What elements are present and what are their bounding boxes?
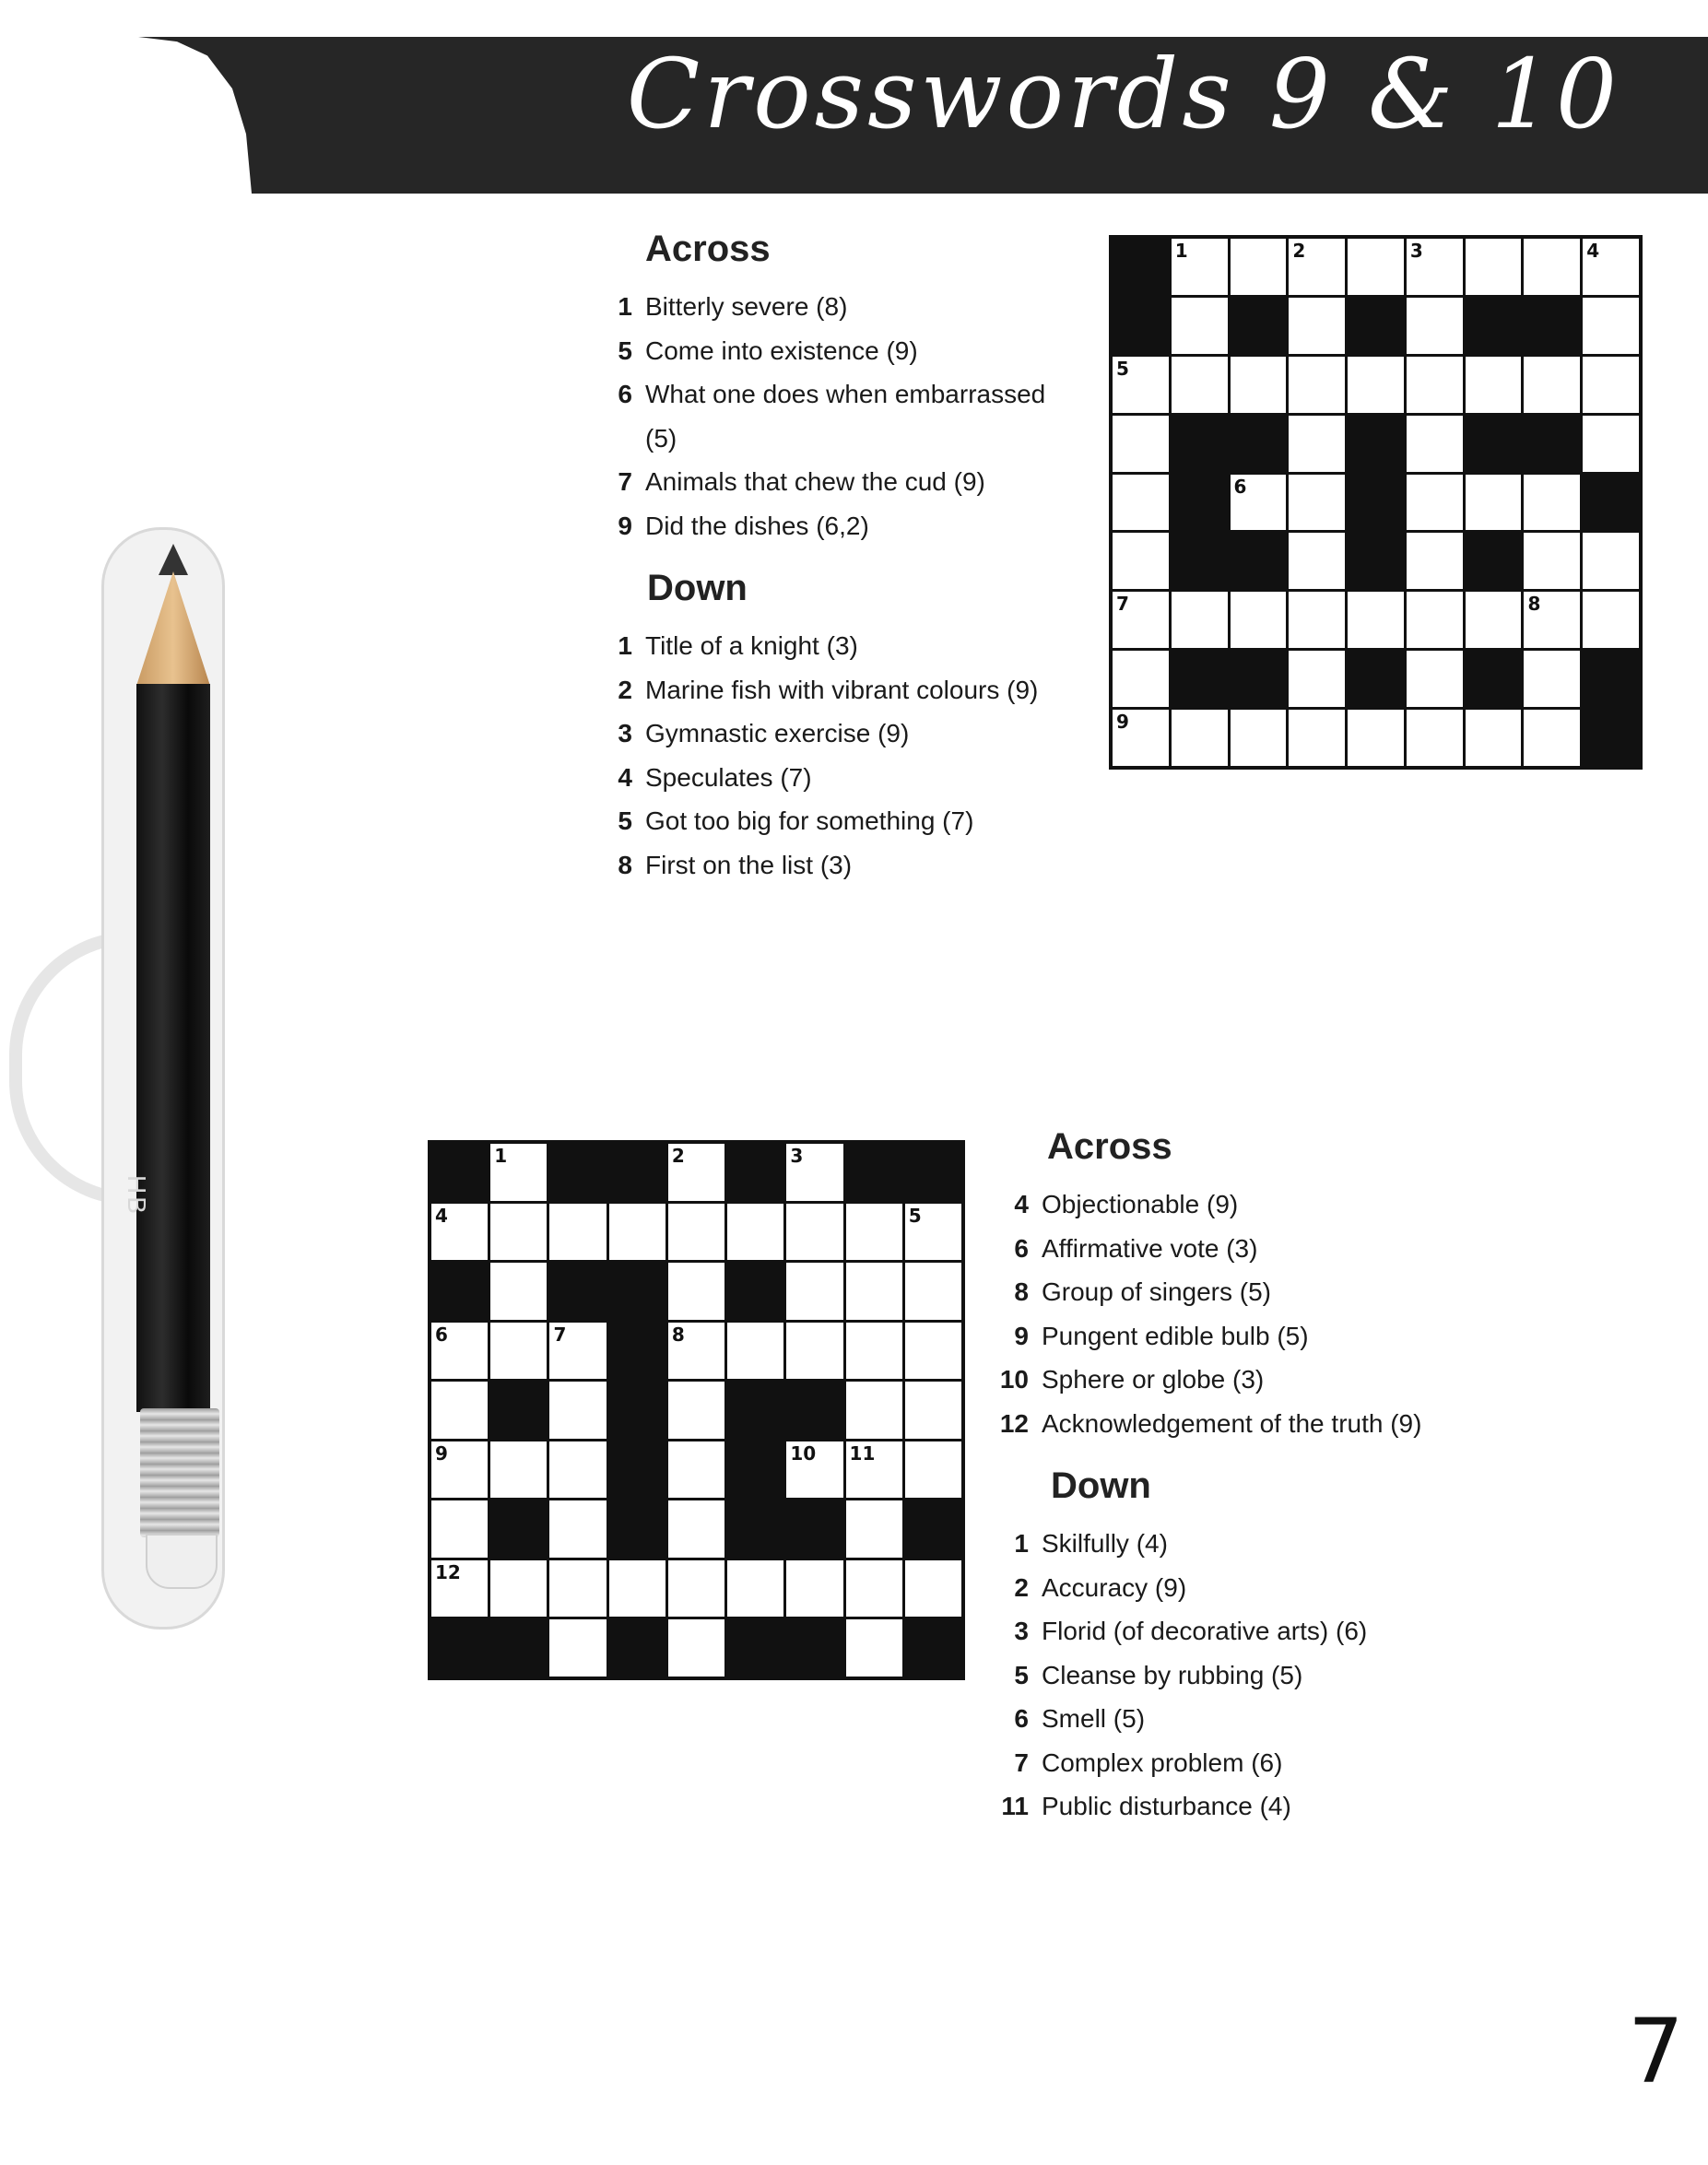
clue-number: 7 — [618, 467, 632, 496]
down-heading: Down — [647, 568, 748, 608]
grid-cell[interactable] — [1289, 357, 1345, 413]
grid-cell[interactable] — [1113, 533, 1169, 589]
clue-text: Title of a knight (3) — [645, 631, 858, 660]
pencil-eraser — [146, 1534, 218, 1589]
grid-block-cell — [1466, 533, 1522, 589]
clue-item — [995, 1183, 1512, 1227]
grid-block-cell — [1231, 298, 1287, 354]
cell-number: 8 — [671, 1323, 685, 1346]
grid-block-cell — [609, 1382, 666, 1439]
grid-cell[interactable] — [727, 1560, 783, 1618]
clue-text: What one does when embarrassed (5) — [645, 380, 1046, 453]
clue-text: Cleanse by rubbing (5) — [1042, 1660, 1303, 1689]
grid-block-cell — [1348, 475, 1404, 531]
clue-number: 5 — [618, 806, 632, 835]
clue-number: 6 — [1014, 1233, 1029, 1263]
cell-number: 3 — [790, 1145, 804, 1167]
grid-cell[interactable] — [431, 1560, 488, 1618]
grid-cell[interactable] — [431, 1323, 488, 1380]
grid-block-cell — [905, 1500, 961, 1558]
clue-text: Group of singers (5) — [1042, 1277, 1271, 1306]
grid-block-cell — [1231, 533, 1287, 589]
pencil-ferrule — [140, 1408, 219, 1537]
grid-cell[interactable] — [1524, 651, 1580, 707]
cell-number: 2 — [671, 1145, 685, 1167]
grid-block-cell — [431, 1263, 488, 1320]
pencil-grade-label: HB — [123, 1175, 151, 1217]
grid-block-cell — [905, 1144, 961, 1201]
grid-cell[interactable] — [1407, 239, 1463, 295]
grid-cell[interactable] — [786, 1204, 842, 1261]
grid-cell[interactable] — [490, 1560, 547, 1618]
grid-block-cell — [609, 1323, 666, 1380]
grid-cell[interactable] — [1348, 592, 1404, 648]
grid-cell[interactable] — [609, 1204, 666, 1261]
grid-block-cell — [609, 1441, 666, 1499]
grid-cell[interactable] — [786, 1560, 842, 1618]
clue-number: 3 — [618, 719, 632, 747]
clue-number: 3 — [1014, 1617, 1029, 1645]
grid-cell[interactable] — [668, 1263, 724, 1320]
clue-item — [599, 285, 1078, 329]
grid-cell[interactable] — [1231, 357, 1287, 413]
grid-block-cell — [1172, 416, 1228, 472]
grid-cell[interactable] — [1583, 416, 1639, 472]
grid-cell[interactable] — [905, 1323, 961, 1380]
grid-block-cell — [1348, 651, 1404, 707]
clue-number: 2 — [1014, 1572, 1029, 1602]
grid-cell[interactable] — [846, 1382, 902, 1439]
clue-number: 4 — [618, 762, 632, 792]
grid-block-cell — [609, 1144, 666, 1201]
cell-number: 6 — [1233, 475, 1247, 498]
clue-text: Smell (5) — [1042, 1704, 1146, 1733]
clue-item — [599, 460, 1078, 504]
grid-block-cell — [609, 1500, 666, 1558]
grid-block-cell — [549, 1263, 606, 1320]
grid-block-cell — [490, 1500, 547, 1558]
grid-cell[interactable] — [490, 1441, 547, 1499]
clue-text: Skilfully (4) — [1042, 1529, 1168, 1558]
clue-item — [995, 1522, 1512, 1566]
cell-number: 4 — [1586, 240, 1600, 262]
grid-block-cell — [609, 1619, 666, 1677]
grid-cell[interactable] — [668, 1144, 724, 1201]
cell-number: 6 — [435, 1323, 448, 1346]
clue-item — [995, 1653, 1512, 1698]
cell-number: 8 — [1527, 593, 1541, 616]
grid-cell[interactable] — [1524, 475, 1580, 531]
grid-cell[interactable] — [905, 1560, 961, 1618]
grid-cell[interactable] — [1524, 592, 1580, 648]
across-heading: Across — [645, 229, 771, 269]
cell-number: 9 — [1116, 711, 1129, 734]
grid-cell[interactable] — [431, 1382, 488, 1439]
grid-block-cell — [846, 1144, 902, 1201]
grid-cell[interactable] — [1172, 239, 1228, 295]
grid-cell[interactable] — [431, 1204, 488, 1261]
grid-cell[interactable] — [668, 1560, 724, 1618]
grid-block-cell — [1231, 416, 1287, 472]
grid-cell[interactable] — [1113, 592, 1169, 648]
grid-block-cell — [1113, 298, 1169, 354]
grid-cell[interactable] — [846, 1323, 902, 1380]
clue-number: 12 — [999, 1408, 1029, 1438]
grid-cell[interactable] — [1407, 533, 1463, 589]
grid-block-cell — [1172, 533, 1228, 589]
clue-text: Come into existence (9) — [645, 335, 918, 365]
grid-cell[interactable] — [846, 1441, 902, 1499]
cell-number: 11 — [849, 1441, 876, 1465]
grid-cell[interactable] — [846, 1204, 902, 1261]
grid-cell[interactable] — [786, 1144, 842, 1201]
crossword-10-clues — [995, 1126, 1512, 1829]
clue-number: 4 — [1014, 1190, 1029, 1218]
clue-item — [599, 799, 1078, 843]
grid-block-cell — [727, 1263, 783, 1320]
grid-cell[interactable] — [786, 1323, 842, 1380]
grid-cell[interactable] — [549, 1441, 606, 1499]
clue-number: 7 — [1014, 1747, 1029, 1777]
clue-item — [995, 1566, 1512, 1610]
grid-cell[interactable] — [549, 1204, 606, 1261]
clue-item — [599, 712, 1078, 756]
grid-cell[interactable] — [668, 1441, 724, 1499]
grid-cell[interactable] — [1407, 651, 1463, 707]
clue-text: First on the list (3) — [645, 850, 853, 879]
grid-cell[interactable] — [1172, 710, 1228, 766]
grid-cell[interactable] — [668, 1323, 724, 1380]
grid-block-cell — [1524, 416, 1580, 472]
clue-number: 5 — [618, 335, 632, 365]
clue-text: Did the dishes (6,2) — [645, 511, 869, 540]
grid-cell[interactable] — [846, 1500, 902, 1558]
crossword-9-clues — [599, 229, 1078, 887]
grid-cell[interactable] — [786, 1263, 842, 1320]
clue-number: 5 — [1014, 1660, 1029, 1689]
clue-item — [599, 756, 1078, 800]
grid-cell[interactable] — [1466, 592, 1522, 648]
grid-cell[interactable] — [1466, 710, 1522, 766]
clue-text: Speculates (7) — [645, 762, 812, 792]
grid-block-cell — [1172, 475, 1228, 531]
cell-number: 5 — [908, 1204, 922, 1227]
grid-cell[interactable] — [1407, 475, 1463, 531]
grid-block-cell — [609, 1263, 666, 1320]
grid-cell[interactable] — [1289, 239, 1345, 295]
clue-item — [995, 1697, 1512, 1741]
cell-number: 5 — [1116, 357, 1129, 380]
grid-cell[interactable] — [1172, 357, 1228, 413]
clue-item — [599, 372, 1078, 460]
grid-block-cell — [905, 1619, 961, 1677]
grid-block-cell — [431, 1619, 488, 1677]
grid-cell[interactable] — [549, 1500, 606, 1558]
grid-block-cell — [727, 1441, 783, 1499]
grid-cell[interactable] — [1289, 651, 1345, 707]
grid-block-cell — [727, 1382, 783, 1439]
grid-cell[interactable] — [1466, 239, 1522, 295]
clue-item — [995, 1227, 1512, 1271]
grid-cell[interactable] — [668, 1382, 724, 1439]
across-heading: Across — [1047, 1126, 1172, 1167]
grid-cell[interactable] — [1407, 357, 1463, 413]
grid-cell[interactable] — [1466, 357, 1522, 413]
clue-item — [995, 1609, 1512, 1653]
grid-cell[interactable] — [490, 1263, 547, 1320]
grid-cell[interactable] — [1583, 357, 1639, 413]
clue-number: 8 — [1014, 1277, 1029, 1306]
clue-item — [995, 1741, 1512, 1785]
cell-number: 1 — [1174, 240, 1188, 262]
grid-cell[interactable] — [1113, 416, 1169, 472]
clue-item — [599, 329, 1078, 373]
grid-cell[interactable] — [1583, 592, 1639, 648]
down-clue-list — [995, 1522, 1512, 1829]
clue-item — [995, 1402, 1512, 1446]
clue-text: Marine fish with vibrant colours (9) — [645, 675, 1039, 704]
grid-cell[interactable] — [727, 1204, 783, 1261]
grid-cell[interactable] — [668, 1500, 724, 1558]
clue-number: 6 — [618, 380, 632, 408]
grid-block-cell — [1231, 651, 1287, 707]
grid-block-cell — [549, 1144, 606, 1201]
pencil-body — [136, 684, 210, 1412]
clue-text: Gymnastic exercise (9) — [645, 719, 910, 747]
clue-item — [995, 1314, 1512, 1359]
clue-item — [995, 1784, 1512, 1829]
grid-block-cell — [1348, 416, 1404, 472]
grid-cell[interactable] — [490, 1323, 547, 1380]
clue-text: Public disturbance (4) — [1042, 1792, 1291, 1820]
grid-cell[interactable] — [668, 1619, 724, 1677]
grid-block-cell — [1466, 651, 1522, 707]
grid-cell[interactable] — [905, 1263, 961, 1320]
grid-block-cell — [1583, 710, 1639, 766]
grid-cell[interactable] — [1466, 475, 1522, 531]
clue-number: 1 — [618, 292, 632, 321]
clue-number: 10 — [999, 1365, 1029, 1394]
grid-cell[interactable] — [1524, 533, 1580, 589]
cell-number: 9 — [435, 1441, 448, 1465]
grid-cell[interactable] — [1113, 475, 1169, 531]
clue-number: 1 — [618, 631, 632, 660]
crossword-9-grid — [1109, 235, 1643, 770]
clue-text: Objectionable (9) — [1042, 1190, 1239, 1218]
grid-cell[interactable] — [846, 1560, 902, 1618]
grid-cell[interactable] — [905, 1204, 961, 1261]
grid-cell[interactable] — [1231, 239, 1287, 295]
clue-text: Animals that chew the cud (9) — [645, 467, 985, 496]
grid-cell[interactable] — [431, 1500, 488, 1558]
grid-block-cell — [431, 1144, 488, 1201]
clue-item — [599, 668, 1078, 712]
grid-block-cell — [727, 1619, 783, 1677]
grid-cell[interactable] — [1407, 592, 1463, 648]
page-number: 7 — [1627, 2000, 1684, 2103]
grid-cell[interactable] — [905, 1441, 961, 1499]
grid-block-cell — [490, 1619, 547, 1677]
clue-text: Complex problem (6) — [1042, 1747, 1283, 1777]
clue-item — [995, 1270, 1512, 1314]
grid-cell[interactable] — [1583, 239, 1639, 295]
grid-cell[interactable] — [1289, 416, 1345, 472]
grid-block-cell — [1524, 298, 1580, 354]
grid-cell[interactable] — [549, 1323, 606, 1380]
grid-cell[interactable] — [727, 1323, 783, 1380]
clue-item — [599, 504, 1078, 548]
cell-number: 3 — [1409, 240, 1423, 262]
grid-block-cell — [786, 1500, 842, 1558]
grid-block-cell — [490, 1382, 547, 1439]
clue-text: Bitterly severe (8) — [645, 292, 848, 321]
grid-cell[interactable] — [905, 1382, 961, 1439]
grid-block-cell — [786, 1619, 842, 1677]
grid-cell[interactable] — [786, 1441, 842, 1499]
clue-text: Acknowledgement of the truth (9) — [1042, 1408, 1422, 1438]
clue-number: 11 — [1001, 1792, 1029, 1820]
grid-cell[interactable] — [1172, 592, 1228, 648]
grid-cell[interactable] — [549, 1560, 606, 1618]
grid-cell[interactable] — [1348, 239, 1404, 295]
grid-cell[interactable] — [1289, 298, 1345, 354]
grid-cell[interactable] — [1583, 533, 1639, 589]
clue-number: 6 — [1014, 1704, 1029, 1733]
grid-cell[interactable] — [1289, 710, 1345, 766]
grid-block-cell — [1466, 298, 1522, 354]
clue-text: Florid (of decorative arts) (6) — [1042, 1617, 1368, 1645]
grid-cell[interactable] — [1524, 239, 1580, 295]
grid-cell[interactable] — [1231, 710, 1287, 766]
grid-cell[interactable] — [846, 1263, 902, 1320]
grid-cell[interactable] — [668, 1204, 724, 1261]
cell-number: 4 — [435, 1204, 448, 1227]
clue-item — [995, 1358, 1512, 1402]
grid-block-cell — [1348, 298, 1404, 354]
clue-number: 8 — [618, 850, 632, 879]
grid-cell[interactable] — [1172, 298, 1228, 354]
page-title: Crosswords 9 & 10 — [626, 38, 1620, 150]
grid-block-cell — [1583, 651, 1639, 707]
grid-block-cell — [1466, 416, 1522, 472]
grid-block-cell — [1172, 651, 1228, 707]
grid-block-cell — [727, 1500, 783, 1558]
grid-cell[interactable] — [609, 1560, 666, 1618]
grid-cell[interactable] — [1524, 710, 1580, 766]
grid-cell[interactable] — [549, 1619, 606, 1677]
clue-item — [599, 843, 1078, 888]
clue-number: 2 — [618, 675, 632, 704]
grid-cell[interactable] — [1348, 710, 1404, 766]
grid-cell[interactable] — [490, 1204, 547, 1261]
grid-cell[interactable] — [1113, 651, 1169, 707]
clue-item — [599, 624, 1078, 668]
clue-text: Accuracy (9) — [1042, 1572, 1187, 1602]
cell-number: 12 — [435, 1560, 461, 1583]
crossword-10-grid — [428, 1140, 965, 1680]
down-clue-list — [599, 624, 1078, 887]
grid-cell[interactable] — [1113, 710, 1169, 766]
grid-cell[interactable] — [1583, 298, 1639, 354]
clue-number: 9 — [618, 511, 632, 540]
cell-number: 7 — [553, 1323, 567, 1346]
down-heading: Down — [1051, 1465, 1151, 1506]
grid-cell[interactable] — [1407, 416, 1463, 472]
grid-cell[interactable] — [1113, 357, 1169, 413]
grid-cell[interactable] — [1348, 357, 1404, 413]
grid-block-cell — [1583, 475, 1639, 531]
grid-cell[interactable] — [431, 1441, 488, 1499]
grid-cell[interactable] — [1289, 475, 1345, 531]
clue-text: Pungent edible bulb (5) — [1042, 1321, 1309, 1350]
clue-number: 1 — [1014, 1529, 1029, 1558]
grid-cell[interactable] — [1524, 357, 1580, 413]
cell-number: 2 — [1292, 240, 1306, 262]
grid-cell[interactable] — [1407, 710, 1463, 766]
grid-block-cell — [786, 1382, 842, 1439]
grid-block-cell — [1113, 239, 1169, 295]
clue-number: 9 — [1014, 1321, 1029, 1350]
clue-text: Got too big for something (7) — [645, 806, 974, 835]
grid-block-cell — [1348, 533, 1404, 589]
grid-cell[interactable] — [1231, 475, 1287, 531]
grid-cell[interactable] — [846, 1619, 902, 1677]
cell-number: 1 — [494, 1145, 508, 1167]
grid-cell[interactable] — [490, 1144, 547, 1201]
clue-text: Sphere or globe (3) — [1042, 1365, 1265, 1394]
cell-number: 7 — [1116, 593, 1129, 616]
grid-cell[interactable] — [1289, 592, 1345, 648]
grid-cell[interactable] — [549, 1382, 606, 1439]
cell-number: 10 — [790, 1441, 817, 1465]
grid-cell[interactable] — [1289, 533, 1345, 589]
across-clue-list — [995, 1183, 1512, 1445]
grid-block-cell — [727, 1144, 783, 1201]
across-clue-list — [599, 285, 1078, 547]
grid-cell[interactable] — [1231, 592, 1287, 648]
grid-cell[interactable] — [1407, 298, 1463, 354]
clue-text: Affirmative vote (3) — [1042, 1233, 1258, 1263]
